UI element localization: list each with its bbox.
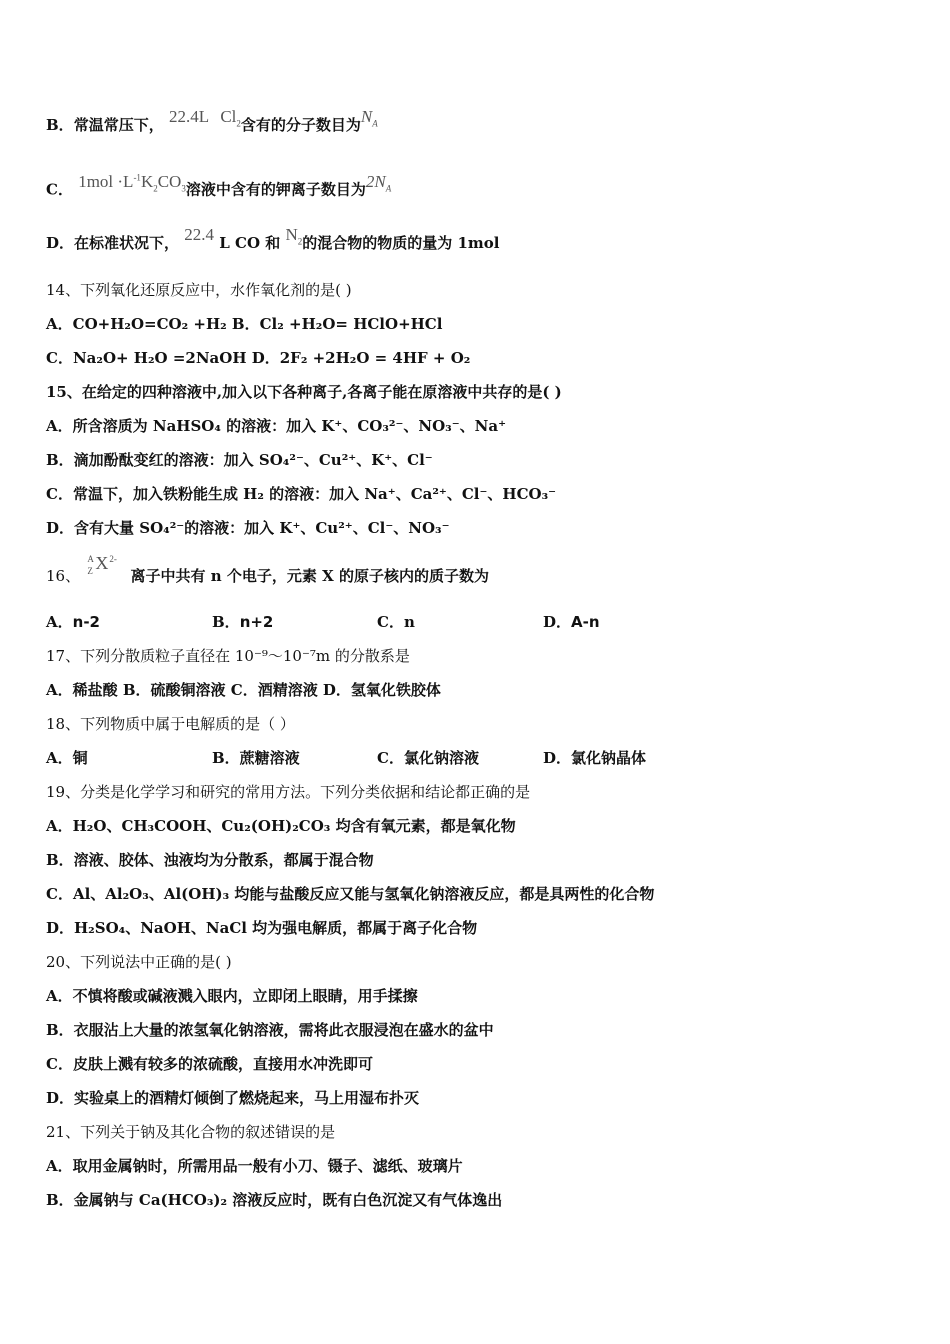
q13-option-d: D．在标准状况下， 22.4 L CO 和 $N_2$的混合物的物质的量为 1mol — [46, 225, 500, 252]
q15-option-b: B．滴加酚酞变红的溶液：加入 SO₄²⁻、Cu²⁺、K⁺、Cl⁻ — [46, 451, 433, 469]
q17-stem: 17、下列分散质粒子直径在 10⁻⁹～10⁻⁷m 的分散系是 — [46, 647, 410, 665]
q19-option-d: D．H₂SO₄、NaOH、NaCl 均为强电解质，都属于离子化合物 — [46, 919, 478, 937]
formula-image: 22.4 — [184, 225, 215, 244]
q21-option-a: A．取用金属钠时，所需用品一般有小刀、镊子、滤纸、玻璃片 — [46, 1157, 463, 1175]
q18-option-c: C．氯化钠溶液 — [377, 749, 479, 767]
formula-image: $N_2$ — [285, 225, 303, 247]
q16-option-b: B．n+2 — [212, 613, 274, 631]
q14-options-cd: C．Na₂O+ H₂O =2NaOH D．2F₂ +2H₂O = 4HF + O₂ — [46, 349, 471, 367]
formula-image: $Cl_2$ — [220, 107, 241, 129]
formula-image: $2N_A$ — [365, 171, 392, 194]
q21-stem: 21、下列关于钠及其化合物的叙述错误的是 — [46, 1123, 336, 1141]
q20-stem: 20、下列说法中正确的是( ) — [46, 953, 232, 971]
q21-option-b: B．金属钠与 Ca(HCO₃)₂ 溶液反应时，既有白色沉淀又有气体逸出 — [46, 1191, 503, 1209]
q19-option-b: B．溶液、胶体、浊液均为分散系，都属于混合物 — [46, 851, 374, 869]
q13-option-b: B．常温常压下， 22.4L $Cl_2$含有的分子数目为$N_A$ — [46, 107, 378, 134]
q20-option-c: C．皮肤上溅有较多的浓硫酸，直接用水冲洗即可 — [46, 1055, 373, 1073]
q14-stem: 14、下列氧化还原反应中，水作氧化剂的是( ) — [46, 281, 352, 299]
q18-stem: 18、下列物质中属于电解质的是（ ） — [46, 715, 295, 733]
q19-stem: 19、分类是化学学习和研究的常用方法。下列分类依据和结论都正确的是 — [46, 783, 531, 801]
q17-options: A．稀盐酸 B．硫酸铜溶液 C．酒精溶液 D．氢氧化铁胶体 — [46, 681, 441, 699]
q18-option-d: D．氯化钠晶体 — [543, 749, 647, 767]
formula-image: 22.4L — [168, 107, 210, 126]
q20-option-b: B．衣服沾上大量的浓氢氧化钠溶液，需将此衣服浸泡在盛水的盆中 — [46, 1021, 494, 1039]
q18-option-b: B．蔗糖溶液 — [212, 749, 300, 767]
q20-option-d: D．实验桌上的酒精灯倾倒了燃烧起来，马上用湿布扑灭 — [46, 1089, 420, 1107]
q16-option-a: A．n-2 — [46, 613, 100, 631]
nuclide-symbol-image: A Z X 2- — [87, 553, 117, 576]
q16-option-d: D．A-n — [543, 613, 600, 631]
q20-option-a: A．不慎将酸或碱液溅入眼内，立即闭上眼睛，用手揉擦 — [46, 987, 418, 1005]
q15-stem: 15、在给定的四种溶液中,加入以下各种离子,各离子能在原溶液中共存的是( ) — [46, 383, 562, 401]
q16-option-c: C．n — [377, 613, 415, 631]
q15-option-c: C．常温下，加入铁粉能生成 H₂ 的溶液：加入 Na⁺、Ca²⁺、Cl⁻、HCO₃⁻ — [46, 485, 557, 503]
q18-option-a: A．铜 — [46, 749, 88, 767]
q19-option-c: C．Al、Al₂O₃、Al(OH)₃ 均能与盐酸反应又能与氢氧化钠溶液反应，都是具两性的化合物 — [46, 885, 655, 903]
q15-option-d: D．含有大量 SO₄²⁻的溶液：加入 K⁺、Cu²⁺、Cl⁻、NO₃⁻ — [46, 519, 450, 537]
q15-option-a: A．所含溶质为 NaHSO₄ 的溶液：加入 K⁺、CO₃²⁻、NO₃⁻、Na⁺ — [46, 417, 507, 435]
q16-stem: 16、 A Z X 2- 离子中共有 n 个电子，元素 X 的原子核内的质子数为 — [46, 553, 489, 585]
formula-image: $N_A$ — [360, 107, 378, 129]
formula-image: $1mol \cdot L^{-1}K_2CO_3$ — [78, 171, 186, 194]
q13-option-c: C． $1mol \cdot L^{-1}K_2CO_3$溶液中含有的钾离子数目为$2N_A$ — [46, 171, 392, 199]
q19-option-a: A．H₂O、CH₃COOH、Cu₂(OH)₂CO₃ 均含有氧元素，都是氧化物 — [46, 817, 516, 835]
q14-options-ab: A．CO+H₂O=CO₂ +H₂ B．Cl₂ +H₂O= HClO+HCl — [46, 315, 443, 333]
